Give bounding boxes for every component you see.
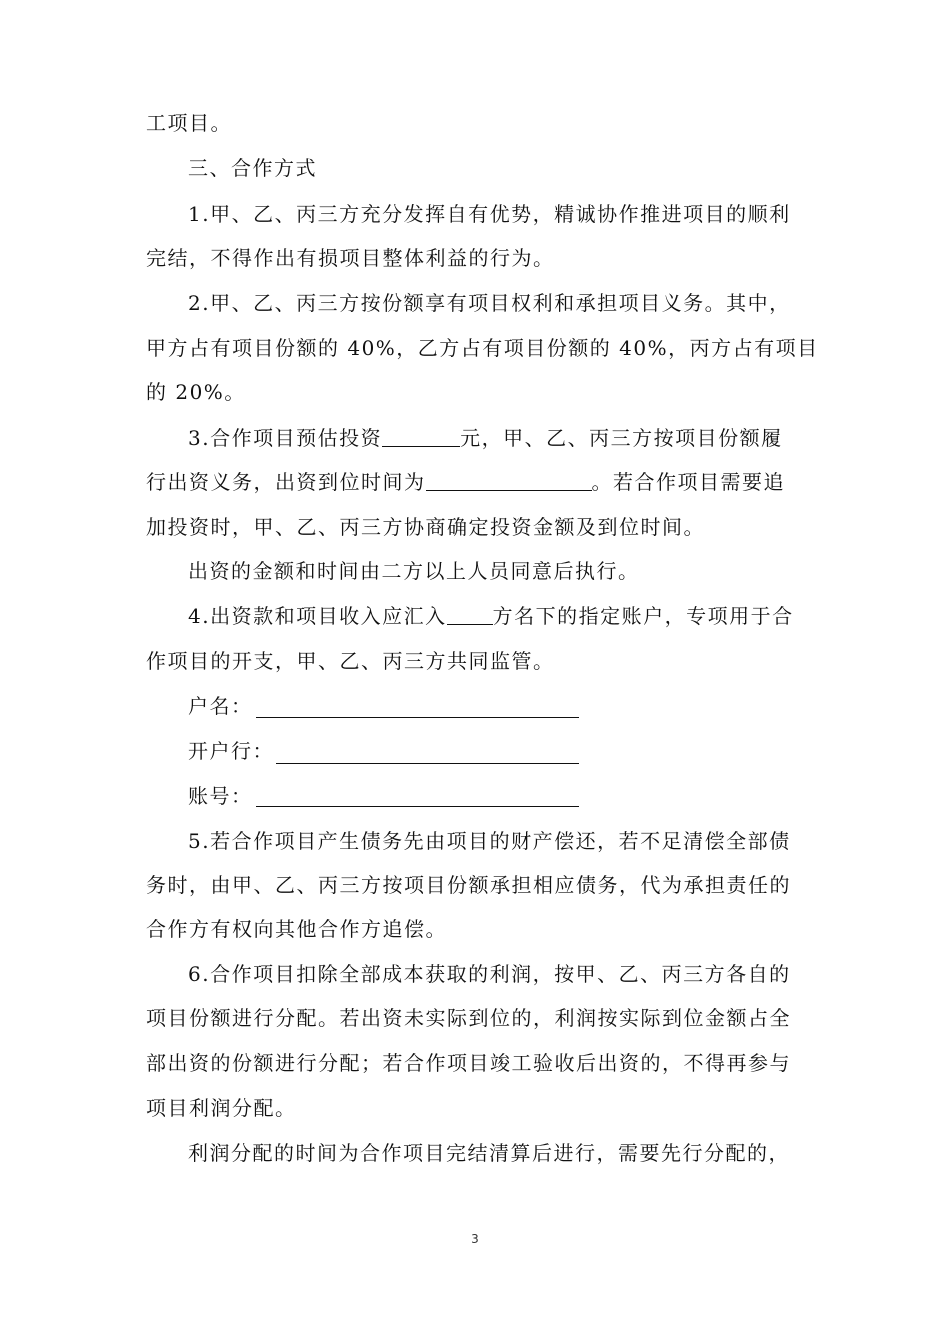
text-fragment: 方名下的指定账户，专项用于合 bbox=[492, 604, 794, 628]
text-line: 项目份额进行分配。若出资未实际到位的，利润按实际到位金额占全 bbox=[146, 1006, 791, 1030]
investment-amount-blank bbox=[382, 426, 460, 447]
text-fragment: 行出资义务，出资到位时间为 bbox=[146, 470, 426, 494]
account-party-blank bbox=[447, 604, 493, 625]
bank-label: 开户行： bbox=[188, 739, 274, 763]
text-line bbox=[146, 467, 785, 497]
section-heading: 三、合作方式 bbox=[188, 156, 317, 180]
text-line: 作项目的开支，甲、乙、丙三方共同监管。 bbox=[146, 649, 555, 673]
text-line: 利润分配的时间为合作项目完结清算后进行，需要先行分配的， bbox=[188, 1141, 790, 1165]
account-number-label: 账号： bbox=[188, 784, 253, 808]
text-fragment: 3.合作项目预估投资 bbox=[188, 426, 383, 450]
account-number-blank bbox=[256, 806, 579, 807]
text-line: 6.合作项目扣除全部成本获取的利润，按甲、乙、丙三方各自的 bbox=[188, 962, 791, 986]
text-fragment: 4.出资款和项目收入应汇入 bbox=[188, 604, 447, 628]
text-line bbox=[188, 601, 794, 631]
text-line: 工项目。 bbox=[146, 111, 232, 135]
text-fragment: 。若合作项目需要追 bbox=[591, 470, 785, 494]
text-line: 完结，不得作出有损项目整体利益的行为。 bbox=[146, 246, 555, 270]
text-line bbox=[188, 423, 783, 453]
text-line: 出资的金额和时间由二方以上人员同意后执行。 bbox=[188, 559, 640, 583]
text-line: 加投资时，甲、乙、丙三方协商确定投资金额及到位时间。 bbox=[146, 515, 705, 539]
account-name-blank bbox=[256, 717, 579, 718]
text-line: 甲方占有项目份额的 40%，乙方占有项目份额的 40%，丙方占有项目 bbox=[146, 336, 819, 360]
text-line: 务时，由甲、乙、丙三方按项目份额承担相应债务，代为承担责任的 bbox=[146, 873, 791, 897]
account-name-label: 户名： bbox=[188, 694, 253, 718]
page-number: 3 bbox=[471, 1232, 479, 1246]
text-line: 1.甲、乙、丙三方充分发挥自有优势，精诚协作推进项目的顺利 bbox=[188, 202, 791, 226]
text-line: 5.若合作项目产生债务先由项目的财产偿还，若不足清偿全部债 bbox=[188, 829, 791, 853]
text-line: 2.甲、乙、丙三方按份额享有项目权利和承担项目义务。其中， bbox=[188, 291, 791, 315]
text-line: 的 20%。 bbox=[146, 380, 246, 404]
funding-date-blank bbox=[426, 470, 592, 491]
text-line: 部出资的份额进行分配；若合作项目竣工验收后出资的，不得再参与 bbox=[146, 1051, 791, 1075]
text-line: 项目利润分配。 bbox=[146, 1096, 297, 1120]
text-fragment: 元，甲、乙、丙三方按项目份额履 bbox=[460, 426, 783, 450]
bank-blank bbox=[276, 763, 579, 764]
text-line: 合作方有权向其他合作方追偿。 bbox=[146, 917, 447, 941]
